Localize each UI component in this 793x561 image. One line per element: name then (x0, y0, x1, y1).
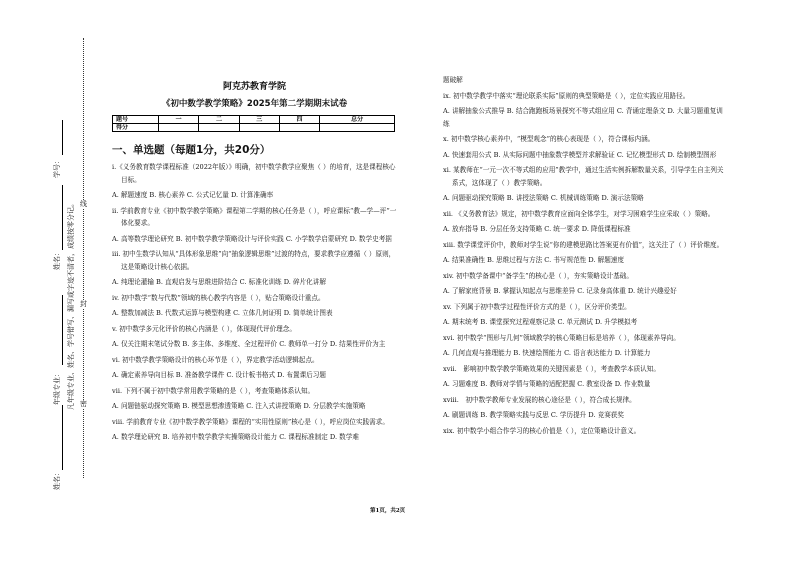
score-cell[interactable] (239, 124, 279, 132)
question-stem: vi. 初中数学教学策略设计的核心环节是（ ），界定教学活动逻辑起点。 (112, 355, 319, 364)
question-options: A. 整数加减法 B. 代数式运算与模型构建 C. 立体几何证明 D. 简单统计图表 (112, 309, 333, 317)
question-stem: xviii. 初中数学教师专业发展的核心途径是（ ），符合成长规律。 (443, 395, 636, 404)
right-column (443, 74, 725, 440)
question-stem: v. 初中数学多元化评价的核心内涵是（ ），体现现代评价理念。 (112, 324, 296, 333)
student-id-field[interactable] (62, 120, 63, 155)
grade-major-field[interactable] (62, 295, 63, 365)
question-options: A. 期末统考 B. 课堂探究过程观察记录 C. 单元测试 D. 升学模拟考 (443, 318, 638, 326)
question-options: A. 刷题训练 B. 教学策略实践与反思 C. 学历提升 D. 竞赛获奖 (443, 411, 624, 419)
seal-dotted-line (83, 38, 84, 478)
question-options: A. 高等数学理论研究 B. 初中数学教学策略设计与评价实践 C. 小学数学启蒙研究 D. 数学史考据 (112, 234, 392, 243)
question-stem: xix. 初中数学小组合作学习的核心价值是（ ），定位策略设计意义。 (443, 426, 641, 435)
seal-char-mi: 密 (80, 400, 87, 408)
question-options: A. 解题速度 B. 核心素养 C. 公式记忆量 D. 计算准确率 (112, 191, 274, 199)
question-stem: viii. 学前教育专业《初中数学教学策略》课程的“实用性原则”核心是（ ），呼应岗位实践需求。 (112, 417, 389, 426)
cell-header: 总分 (320, 116, 395, 124)
question-stem: xvii. 影响初中数学教学策略效果的关键因素是（ ），考查教学本质认知。 (443, 364, 660, 373)
score-cell[interactable] (199, 124, 239, 132)
score-table-score-row (113, 124, 395, 132)
score-table-header-row (113, 116, 395, 124)
question-options: A. 纯理论灌输 B. 直观启发与思维进阶结合 C. 标准化训练 D. 碎片化讲解 (112, 278, 326, 286)
student-id-label: 学号： (53, 157, 61, 178)
school-title: 阿克苏教育学院 (222, 82, 286, 92)
binding-notice: 凡年级专业、姓名、学号错写、漏写或字迹不清者，成绩按零分记。 (67, 200, 75, 410)
question-options: A. 问题链驱动探究策略 B. 模型思想渗透策略 C. 注入式讲授策略 D. 分层教学实施策略 (112, 402, 366, 410)
cell-label: 得分 (113, 124, 159, 132)
cell-header: 一 (159, 116, 199, 124)
score-cell[interactable] (159, 124, 199, 132)
seal-char-xian: 线 (80, 200, 87, 208)
question-stem: x. 初中数学核心素养中，“模型观念”的核心表现是（ ），符合课标内涵。 (443, 135, 655, 143)
cell-label: 题号 (113, 116, 159, 124)
question-options: A. 结果准确性 B. 思维过程与方法 C. 书写规范性 D. 解题速度 (443, 256, 624, 264)
school-label: 姓名： (53, 469, 61, 490)
question-stem: vii. 下列不属于初中数学常用教学策略的是（ ），考查策略体系认知。 (112, 386, 315, 395)
question-stem: iii. 初中生数学认知从“具体形象思维”向“抽象逻辑思维”过渡的特点，要求教学应遵循（ ）原则，这是策略设计核心依据。 (112, 250, 396, 271)
question-stem: iv. 初中数学“数与代数”领域的核心教学内容是（ ），贴合策略设计重点。 (112, 293, 325, 302)
question-options: A. 几何直观与推理能力 B. 快速绘图能力 C. 语言表达能力 D. 计算能力 (443, 349, 651, 357)
question-stem: ix. 初中数学教学中落实“理论联系实际”原则的典型策略是（ ），定位实践应用路径。 (443, 91, 690, 100)
question-options: A. 放弃指导 B. 分层任务支持策略 C. 统一要求 D. 降低课程标准 (443, 225, 631, 233)
score-table (112, 115, 395, 132)
question-stem: xv. 下列属于初中数学过程性评价方式的是（ ），区分评价类型。 (443, 302, 631, 311)
question-stem: xvi. 初中数学“图形与几何”领域教学的核心策略目标是培养（ ），体现素养导向。 (443, 333, 680, 342)
question-options: A. 确定素养导向目标 B. 准备教学课件 C. 设计板书格式 D. 布置课后习题 (112, 371, 326, 379)
question-stem: xi. 某教师在“一元一次不等式组的应用”教学中，通过生活实例拆解数量关系，引导学生自主列关系式，这体现了（ ）教学策略。 (443, 166, 724, 187)
exam-title: 《初中数学教学策略》2025年第二学期期末试卷 (161, 99, 348, 109)
score-cell[interactable] (320, 124, 395, 132)
question-stem: i.《义务教育数学课程标准（2022年版）》明确，初中数学教学应聚焦（ ）的培育，这是课程核心目标。 (112, 163, 396, 184)
question-stem: ii. 学前教育专业《初中数学教学策略》课程第二学期的核心任务是（ ），呼应课标“教—学—评”一体化要求。 (112, 206, 397, 227)
page-footer: 第1页，共2页 (370, 508, 406, 514)
name-label: 姓名： (53, 249, 61, 270)
question-options: A. 数学理论研究 B. 培养初中数学教学实操策略设计能力 C. 课程标准制定 D. 数学难 (112, 433, 359, 441)
section-heading: 一、单选题（每题1分，共20分） (112, 144, 271, 156)
seal-char-feng: 封 (80, 300, 87, 308)
question-options: A. 仅关注期末笔试分数 B. 多主体、多维度、全过程评价 C. 教师单一打分 D. 结果性评价为主 (112, 340, 386, 348)
grade-major-label: 年级专业： (53, 370, 61, 405)
question-options: A. 问题驱动探究策略 B. 讲授法策略 C. 机械训练策略 D. 演示法策略 (443, 194, 644, 202)
question-options: A. 了解家庭背景 B. 掌握认知起点与思维差异 C. 记录身高体重 D. 统计兴趣爱好 (443, 287, 677, 295)
question-stem: xiii. 数学课堂评价中，教师对学生说“你的建模思路比答案更有价值”，这关注了（ ）评价维度。 (443, 240, 724, 249)
cell-header: 四 (279, 116, 319, 124)
score-cell[interactable] (279, 124, 319, 132)
cell-header: 三 (239, 116, 279, 124)
cell-header: 二 (199, 116, 239, 124)
question-continuation: 题破解 (443, 76, 463, 84)
school-field[interactable] (62, 405, 63, 470)
question-stem: xii. 《义务教育法》规定，初中数学教育应面向全体学生，对学习困难学生应采取（ ）策略。 (443, 209, 715, 218)
name-field[interactable] (62, 185, 63, 250)
question-options: A. 快速套用公式 B. 从实际问题中抽象数学模型并求解验证 C. 记忆模型形式 D. 绘制模型图形 (443, 150, 717, 159)
question-options: A. 习题难度 B. 教师对学情与策略的适配把握 C. 教室设备 D. 作业数量 (443, 380, 651, 388)
question-stem: xiv. 初中数学备课中“备学生”的核心是（ ），夯实策略设计基础。 (443, 271, 633, 280)
question-options: A. 讲解抽象公式推导 B. 结合跑跑板场景探究不等式组应用 C. 背诵定理条文 D. 大量习题重复训练 (443, 107, 723, 128)
left-column (112, 76, 397, 447)
